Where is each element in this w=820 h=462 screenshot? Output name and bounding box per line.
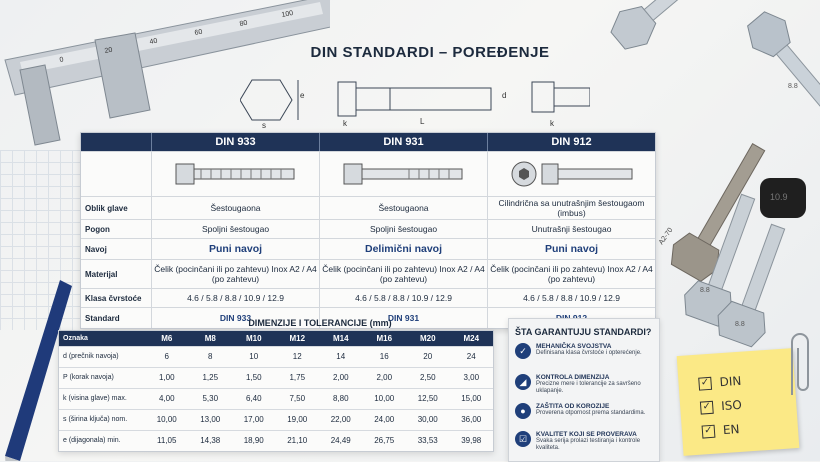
dim-label-k: k [343,119,347,128]
table-cell: 21,10 [287,436,308,445]
table-cell: 15,00 [461,394,482,403]
table-cell: 14,38 [200,436,221,445]
bolt-illustrations-row [81,151,655,196]
header-cell: M14 [332,334,349,343]
col-din-912: DIN 912 [487,133,655,151]
table-cell: P (korak navoja) [63,374,114,381]
dim-label-d: d [502,91,507,100]
table-cell: 19,00 [287,415,308,424]
caliper-scale-40: 40 [149,37,159,46]
row-label: Materijal [85,269,118,279]
header-cell: Oznaka [63,335,88,342]
bolts-photo [592,0,820,352]
guarantee-panel [508,318,660,462]
guarantee-item [515,343,655,359]
guarantee-title: ŠTA GARANTUJU STANDARDI? [515,327,652,337]
bolt-marking-109: 10.9 [770,192,788,202]
paperclip-icon [782,330,812,400]
row-pogon [81,219,655,238]
sticky-note [677,348,800,456]
cell: 4.6 / 5.8 / 8.8 / 10.9 / 12.9 [151,289,319,307]
row-label: Standard [85,313,120,323]
note-item-iso [700,398,742,415]
cell: Čelik (pocinčani ili po zahtevu) Inox A2 / A4 (po zahtevu) [319,260,487,288]
bolt-marking-88-top: 8.8 [788,83,798,90]
note-label: ISO [720,397,743,414]
table-cell: e (dijagonala) min. [63,437,121,444]
cell: Puni navoj [487,239,655,259]
ruler-icon: ◢ [515,374,531,390]
guarantee-item [515,374,655,395]
dim-label-s: s [262,121,266,130]
table-cell: s (širina ključa) nom. [63,416,128,423]
cell: 4.6 / 5.8 / 8.8 / 10.9 / 12.9 [487,289,655,307]
table-cell: 17,00 [243,415,264,424]
comparison-header [81,133,655,151]
table-row [59,346,493,367]
cell: DIN 931 [319,308,487,328]
cell: Unutrašnji šestougao [487,220,655,238]
header-cell: M6 [161,334,173,343]
guarantee-item-desc: Definisana klasa čvrstoće i opterećenje. [536,350,642,356]
table-cell: 12,50 [417,394,438,403]
guarantee-item [515,403,655,419]
cell: Puni navoj [151,239,319,259]
table-cell: 33,53 [417,436,438,445]
cell: Šestougaona [151,197,319,219]
header-cell: M20 [419,334,436,343]
table-cell: 39,98 [461,436,482,445]
row-label: Pogon [85,224,110,234]
cell: Delimični navoj [319,239,487,259]
guarantee-item [515,431,655,452]
table-cell: 11,05 [157,436,177,445]
table-cell: 8,80 [332,394,349,403]
guarantee-item-title: ZAŠTITA OD KOROZIJE [536,403,610,410]
table-cell: 26,75 [374,436,395,445]
col-din-931: DIN 931 [319,133,487,151]
checkbox-icon: ✓ [702,424,716,438]
bolt-931-illustration [319,152,487,196]
drop-icon: ● [515,403,531,419]
technical-drawings [240,70,590,132]
caliper-scale-0: 0 [59,56,65,64]
table-cell: d (prečnik navoja) [63,353,119,360]
page-title: DIN STANDARDI – POREĐENJE [310,44,550,61]
table-cell: 36,00 [461,415,482,424]
table-cell: 5,30 [202,394,219,403]
dimensions-table [58,330,494,452]
table-cell: 24 [466,352,476,361]
bolt-933-illustration [151,152,319,196]
table-row [59,430,493,451]
table-cell: 24,00 [374,415,395,424]
guarantee-item-title: KONTROLA DIMENZIJA [536,374,610,381]
table-cell: 1,25 [202,373,219,382]
row-label: Klasa čvrstoće [85,293,142,303]
table-cell: 6,40 [245,394,262,403]
shield-icon: ✓ [515,343,531,359]
table-cell: 30,00 [417,415,438,424]
dim-label-l: L [420,117,425,126]
cell: Čelik (pocinčani ili po zahtevu) Inox A2 / A4 (po zahtevu) [487,260,655,288]
dim-label-k-912: k [550,119,554,128]
table-cell: 3,00 [463,373,480,382]
comparison-table [80,132,656,329]
table-cell: 13,00 [200,415,221,424]
guarantee-item-title: MEHANIČKA SVOJSTVA [536,343,612,350]
header-cell: M12 [289,334,306,343]
guarantee-item-desc: Svaka serija prolazi testiranja i kontrole kvaliteta. [536,438,641,451]
header-cell: M10 [245,334,262,343]
cell: DIN 933 [151,308,319,328]
row-materijal [81,259,655,288]
table-cell: 12 [292,352,302,361]
cell: Čelik (pocinčani ili po zahtevu) Inox A2 / A4 (po zahtevu) [151,260,319,288]
checkbox-icon: ✓ [700,400,714,414]
table-cell: 18,90 [243,436,264,445]
cell: Spoljni šestougao [319,220,487,238]
table-cell: 7,50 [289,394,306,403]
guarantee-item-desc: Precizne mere i tolerancije za savršeno uklapanje. [536,381,641,394]
row-klasa-cvrstoce [81,288,655,307]
caliper-scale-80: 80 [239,19,249,28]
table-cell: 1,00 [158,373,175,382]
guarantee-item-desc: Proverena otpornost prema standardima. [536,410,646,416]
bolt-marking-a2: A2-70 [657,226,675,247]
table-cell: 6 [164,352,169,361]
caliper-scale-60: 60 [194,28,204,37]
table-cell: 2,00 [332,373,349,382]
caliper-scale-100: 100 [281,9,294,19]
cell: Šestougaona [319,197,487,219]
bolt-marking-88-b: 8.8 [735,321,745,328]
table-cell: 14 [336,352,346,361]
table-row [59,388,493,409]
checkbox-icon: ✓ [698,376,712,390]
table-row [59,409,493,430]
table-cell: 8 [208,352,213,361]
cell: Spoljni šestougao [151,220,319,238]
row-navoj [81,238,655,259]
dim-label-e: e [300,91,305,100]
header-cell: M16 [376,334,393,343]
note-item-din [698,374,742,391]
table-cell: 20 [423,352,433,361]
table-cell: 10 [249,352,259,361]
table-cell: 24,49 [330,436,351,445]
table-cell: 2,50 [419,373,436,382]
table-cell: 22,00 [330,415,351,424]
note-label: EN [722,421,740,438]
table-cell: 4,00 [158,394,175,403]
table-cell: 10,00 [374,394,395,403]
note-label: DIN [719,373,742,390]
bolt-marking-88-a: 8.8 [700,287,710,294]
header-cell: M8 [204,334,216,343]
guarantee-item-title: KVALITET KOJI SE PROVERAVA [536,431,637,438]
table-cell: 2,00 [376,373,393,382]
table-cell: 16 [379,352,389,361]
table-cell: 1,50 [245,373,262,382]
table-cell: k (visina glave) max. [63,395,127,402]
col-din-933: DIN 933 [151,133,319,151]
caliper-scale-20: 20 [104,46,114,55]
dimensions-title: DIMENZIJE I TOLERANCIJE (mm) [248,318,392,328]
row-label: Navoj [85,244,107,254]
cell: Cilindrična sa unutrašnjim šestougaom (imbus) [487,197,655,219]
row-oblik-glave [81,196,655,219]
dimensions-header [59,331,493,346]
table-cell: 10,00 [156,415,177,424]
row-label: Oblik glave [85,203,128,213]
table-cell: 1,75 [289,373,306,382]
header-cell: M24 [463,334,480,343]
note-item-en [701,422,739,439]
clipboard-check-icon: ☑ [515,431,531,447]
table-row [59,367,493,388]
cell: 4.6 / 5.8 / 8.8 / 10.9 / 12.9 [319,289,487,307]
